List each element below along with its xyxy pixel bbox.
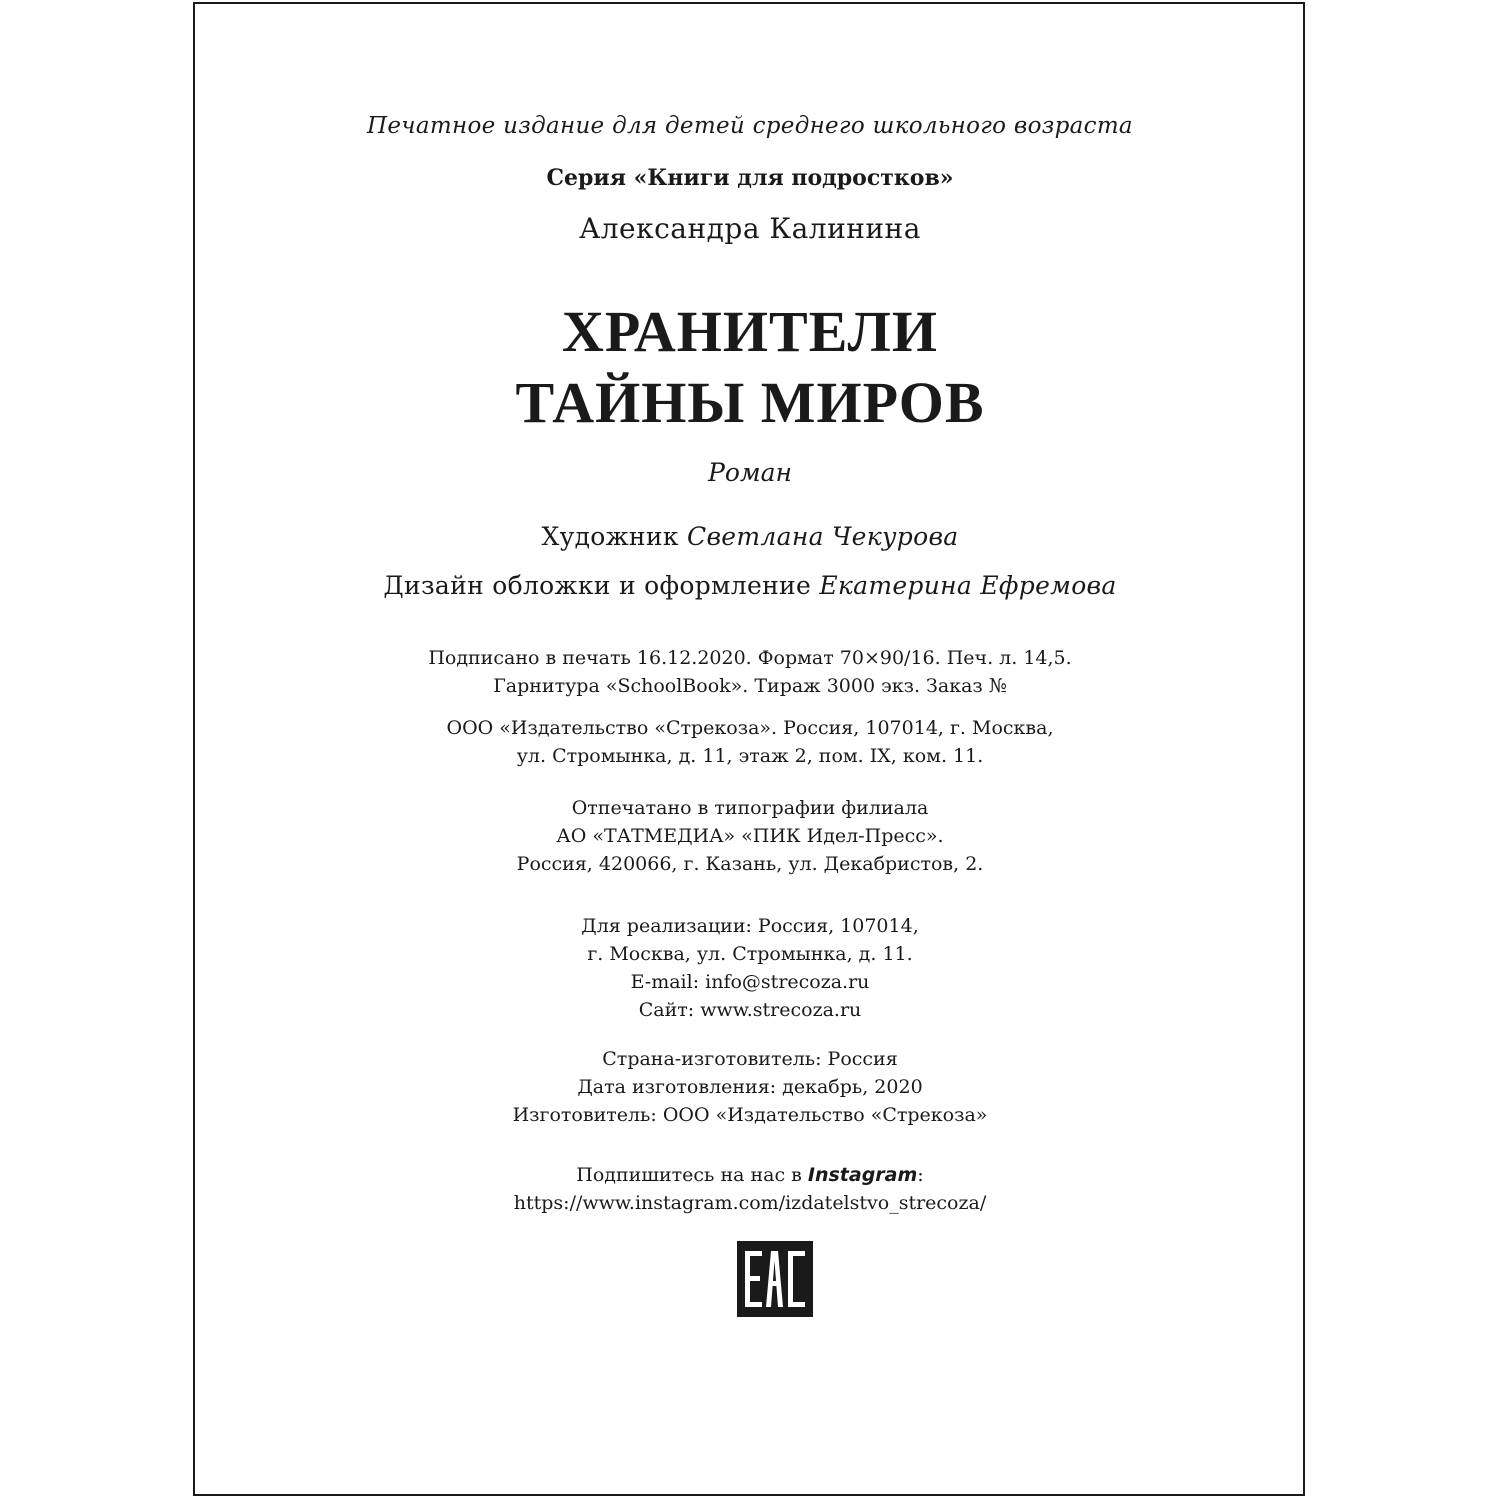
genre: Роман — [708, 458, 792, 487]
book-title-line1: ХРАНИТЕЛИ — [562, 299, 938, 364]
instagram-wordmark: Instagram — [807, 1164, 918, 1186]
publisher-line: ООО «Издательство «Стрекоза». Россия, 107014, г. Москва, — [446, 717, 1054, 739]
edition-subtitle: Печатное издание для детей среднего школьного возраста — [367, 113, 1133, 139]
eac-mark-icon — [737, 1241, 813, 1317]
publisher-block — [0, 714, 1500, 770]
designer-credit — [0, 571, 1500, 600]
social-block — [0, 1161, 1500, 1217]
series-name: Серия «Книги для подростков» — [546, 165, 954, 191]
manufacturer-line: Дата изготовления: декабрь, 2020 — [577, 1076, 923, 1098]
imprint-block — [0, 644, 1500, 700]
designer-name: Екатерина Ефремова — [819, 571, 1117, 600]
email-line: E-mail: info@strecoza.ru — [630, 971, 870, 993]
artist-credit — [0, 522, 1500, 551]
author-name: Александра Калинина — [579, 212, 921, 245]
imprint-line: Гарнитура «SchoolBook». Тираж 3000 экз. Заказ № — [493, 675, 1007, 697]
printer-block — [0, 794, 1500, 878]
designer-label: Дизайн обложки и оформление — [383, 571, 812, 600]
publisher-line: ул. Стромынка, д. 11, этаж 2, пом. IX, ком. 11. — [516, 745, 984, 767]
manufacturer-line: Изготовитель: ООО «Издательство «Стрекоза» — [512, 1104, 988, 1126]
artist-name: Светлана Чекурова — [687, 522, 959, 551]
instagram-url[interactable]: https://www.instagram.com/izdatelstvo_strecoza/ — [513, 1192, 987, 1214]
imprint-line: Подписано в печать 16.12.2020. Формат 70×90/16. Печ. л. 14,5. — [428, 647, 1072, 669]
website-line: Сайт: www.strecoza.ru — [638, 999, 862, 1021]
printer-line: АО «ТАТМЕДИА» «ПИК Идел-Пресс». — [556, 825, 944, 847]
manufacturer-line: Страна-изготовитель: Россия — [602, 1048, 898, 1070]
artist-label: Художник — [541, 522, 679, 551]
printer-line: Отпечатано в типографии филиала — [571, 797, 929, 819]
book-title-line2: ТАЙНЫ МИРОВ — [515, 370, 985, 435]
social-colon: : — [917, 1164, 924, 1186]
distribution-line: г. Москва, ул. Стромынка, д. 11. — [587, 943, 913, 965]
social-prompt — [0, 1161, 1500, 1189]
social-prefix: Подпишитесь на нас в — [576, 1164, 802, 1186]
eac-mark-glyph — [737, 1241, 813, 1317]
distribution-block — [0, 912, 1500, 1024]
manufacturer-block — [0, 1045, 1500, 1129]
printer-line: Россия, 420066, г. Казань, ул. Декабристов, 2. — [516, 853, 984, 875]
distribution-line: Для реализации: Россия, 107014, — [581, 915, 919, 937]
